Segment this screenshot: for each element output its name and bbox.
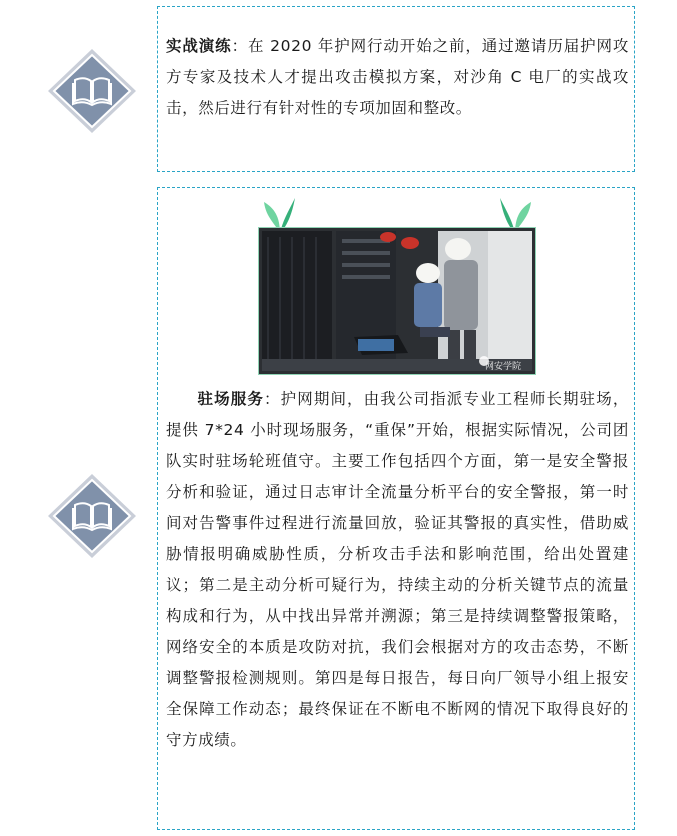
onsite-service-heading: 驻场服务	[197, 390, 264, 408]
open-book-icon	[44, 468, 140, 564]
onsite-service-text: ：护网期间，由我公司指派专业工程师长期驻场，提供 7*24 小时现场服务，“重保”开始，根据实际情况，公司团队实时驻场轮班值守。主要工作包括四个方面，第一是安全警报分析和验证，通过日志审计全流量分析平台的安全警报，第一时间对告警事件过程进行流量回放，验证其警报的真实性，借助威胁情报明确威胁性质，分析攻击手法和影响范围，给出处置建议；第二是主动分析可疑行为，持续主动的分析关键节点的流量构成和行为，从中找出异常并溯源；第三是持续调整警报策略，网络安全的本质是攻防对抗，我们会根据对方的攻击态势，不断调整警报检测规则。第四是每日报告，每日向厂领导小组上报安全保障工作动态；最终保证在不断电不断网的情况下取得良好的守方成绩。	[166, 390, 630, 749]
photo-watermark: 网安学院	[485, 362, 522, 372]
onsite-service-paragraph	[166, 384, 629, 756]
open-book-icon	[44, 43, 140, 139]
onsite-photo	[258, 227, 536, 375]
exercise-paragraph	[166, 31, 629, 124]
exercise-heading: 实战演练	[166, 37, 232, 55]
exercise-text: ：在 2020 年护网行动开始之前，通过邀请历届护网攻方专家及技术人才提出攻击模拟方案，对沙角 C 电厂的实战攻击，然后进行有针对性的专项加固和整改。	[166, 37, 629, 117]
